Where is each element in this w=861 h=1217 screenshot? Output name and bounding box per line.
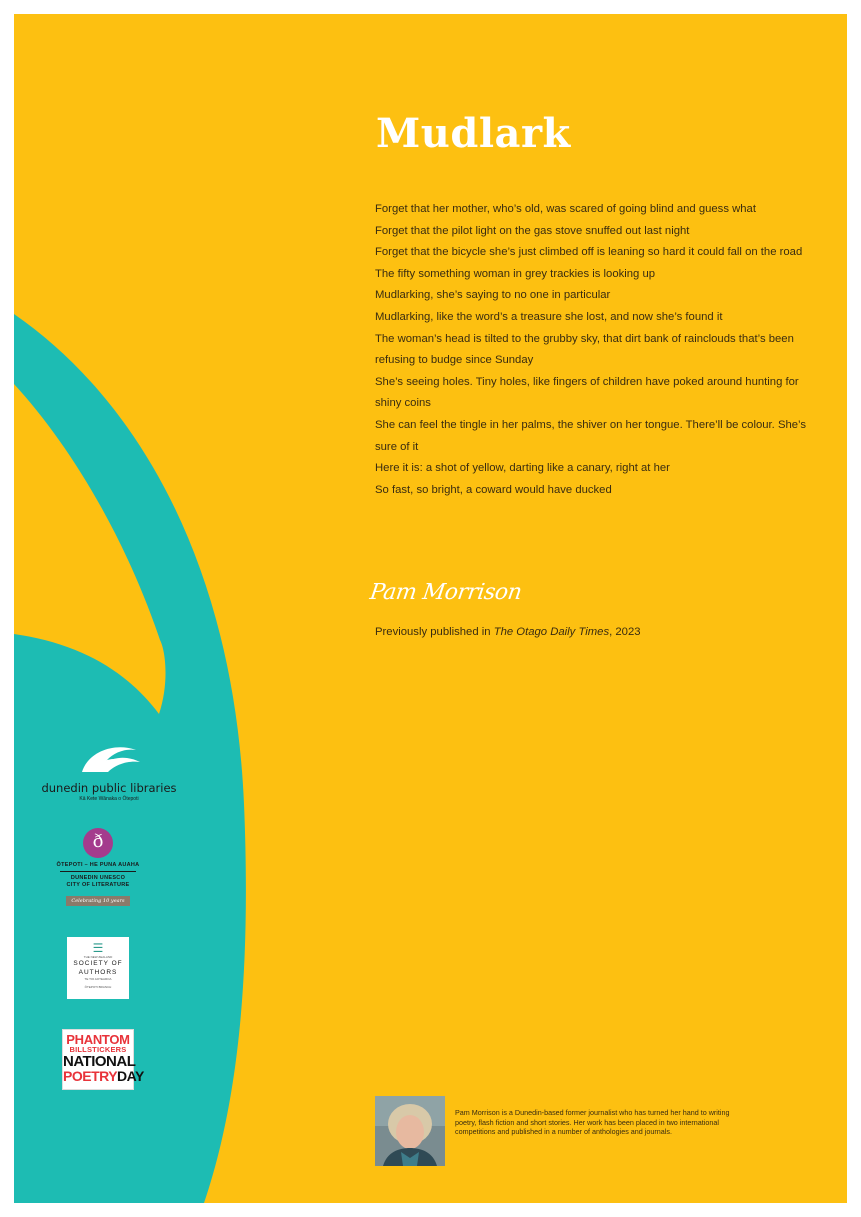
poem-line: She can feel the tingle in her palms, the shiver on her tongue. There’ll be colour. She’s sure of it: [375, 418, 807, 453]
npd-line-1: PHANTOM: [66, 1032, 130, 1047]
teal-swirl-graphic: [14, 14, 847, 1203]
unesco-city-of-literature-logo: [54, 828, 142, 907]
npd-line-3: NATIONAL: [63, 1053, 136, 1070]
soa-line-1: SOCIETY OF: [73, 960, 123, 967]
unesco-circle-icon: ð: [83, 828, 113, 858]
npd-line-2: BILLSTICKERS: [69, 1045, 127, 1054]
publication-credit: [375, 626, 641, 638]
unesco-badge: Celebrating 10 years: [66, 896, 129, 906]
npd-day: DAY: [117, 1068, 144, 1084]
credit-suffix: , 2023: [609, 626, 641, 638]
wave-icon: [74, 742, 144, 774]
poem-line: Here it is: a shot of yellow, darting like a canary, right at her: [375, 462, 670, 475]
dpl-subtitle: Kā Kete Wānaka o Ōtepoti: [79, 796, 139, 802]
poem-line: Mudlarking, she’s saying to no one in particular: [375, 289, 611, 302]
dunedin-public-libraries-logo: [34, 742, 184, 802]
society-of-authors-logo: [67, 937, 129, 999]
unesco-divider: [60, 871, 136, 872]
dpl-name: dunedin public libraries: [41, 781, 177, 795]
poem-line: So fast, so bright, a coward would have ducked: [375, 483, 612, 496]
poem-line: The fifty something woman in grey trackies is looking up: [375, 267, 656, 280]
soa-sub-1: TE TOI AOTEAROA: [84, 977, 112, 981]
poem-line: Forget that the pilot light on the gas stove snuffed out last night: [375, 224, 690, 237]
unesco-line-1: ŌTEPOTI – HE PUNA AUAHA: [56, 862, 140, 868]
credit-prefix: Previously published in: [375, 626, 494, 638]
soa-top: THE NEW ZEALAND: [83, 955, 113, 959]
npd-line-4: [63, 1068, 144, 1084]
poem-poster: [14, 14, 847, 1203]
poem-line: She’s seeing holes. Tiny holes, like fingers of children have poked around hunting for shiny coins: [375, 375, 799, 410]
author-portrait-image: [375, 1096, 445, 1166]
national-poetry-day-logo: [62, 1029, 144, 1090]
unesco-line-3: CITY OF LITERATURE: [66, 882, 130, 888]
author-bio: Pam Morrison is a Dunedin-based former journalist who has turned her hand to writing poetry, flash fiction and short stories. Her work has been placed in two international competitions and published in a number of anthologies and journals.: [455, 1108, 730, 1137]
poem-line: The woman’s head is tilted to the grubby sky, that dirt bank of rainclouds that’s been refusing to budge since Sunday: [375, 332, 794, 367]
author-photo: [375, 1096, 445, 1166]
credit-publication: The Otago Daily Times: [493, 626, 610, 638]
poem-line: Forget that the bicycle she’s just climbed off is leaning so hard it could fall on the road: [375, 246, 803, 259]
poem-line: Mudlarking, like the word’s a treasure she lost, and now she’s found it: [375, 310, 723, 323]
soa-sub-2: ŌTEPOTI BRANCH: [84, 985, 112, 989]
author-signature: Pam Morrison: [368, 580, 524, 605]
soa-line-2: AUTHORS: [78, 969, 118, 976]
poem-body: [375, 199, 815, 501]
poem-line: Forget that her mother, who’s old, was scared of going blind and guess what: [375, 203, 756, 215]
npd-poetry: POETRY: [63, 1068, 118, 1084]
poem-title: Mudlark: [376, 110, 571, 157]
book-icon: ☰: [92, 941, 104, 955]
unesco-line-2: DUNEDIN UNESCO: [70, 875, 126, 881]
